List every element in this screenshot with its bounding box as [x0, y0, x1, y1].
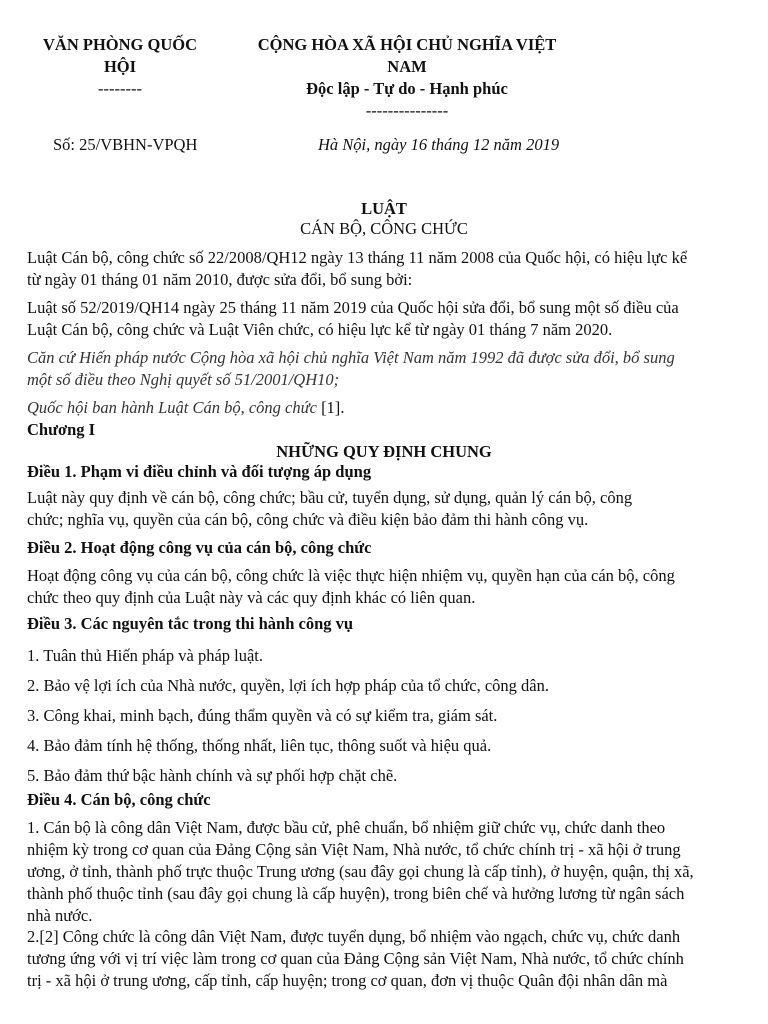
article-heading: Điều 4. Cán bộ, công chức — [27, 790, 211, 809]
motto: Độc lập - Tự do - Hạnh phúc — [306, 79, 508, 98]
document-title — [0, 199, 768, 239]
list-item: 5. Bảo đảm thứ bậc hành chính và sự phối hợp chặt chẽ. — [27, 766, 398, 785]
footnote-ref[interactable]: [1] — [321, 398, 341, 417]
text-line: thành phố thuộc tỉnh (sau đây gọi chung là cấp huyện), trong biên chế và hưởng lương từ ngân sách — [27, 884, 685, 903]
title-name: CÁN BỘ, CÔNG CHỨC — [300, 219, 468, 238]
article-body — [27, 487, 632, 531]
text-line: Căn cứ Hiến pháp nước Cộng hòa xã hội chủ nghĩa Việt Nam năm 1992 đã được sửa đổi, bổ sung — [27, 348, 675, 367]
motto-rule: --------------- — [365, 101, 449, 120]
text-line: nhà nước. — [27, 906, 93, 925]
text-line: chức; nghĩa vụ, quyền của cán bộ, công chức và điều kiện bảo đảm thi hành công vụ. — [27, 510, 589, 529]
national-header — [237, 34, 577, 122]
title-type: LUẬT — [361, 199, 407, 218]
legal-basis — [27, 347, 675, 391]
enactment — [27, 397, 344, 419]
list-item: 2. Bảo vệ lợi ích của Nhà nước, quyền, lợi ích hợp pháp của tổ chức, công dân. — [27, 676, 549, 695]
text-line: Luật số 52/2019/QH14 ngày 25 tháng 11 năm 2019 của Quốc hội sửa đổi, bổ sung một số điều của — [27, 298, 679, 317]
article-body — [27, 926, 684, 992]
article-heading: Điều 3. Các nguyên tắc trong thi hành công vụ — [27, 614, 354, 633]
text-line: chức theo quy định của Luật này và các quy định khác có liên quan. — [27, 588, 476, 607]
issuing-agency — [40, 34, 200, 100]
text-line: 2.[2] Công chức là công dân Việt Nam, được tuyển dụng, bổ nhiệm vào ngạch, chức vụ, chức danh — [27, 927, 681, 946]
agency-rule: -------- — [98, 79, 142, 98]
enact-text: Quốc hội ban hành Luật Cán bộ, công chức — [27, 398, 322, 417]
article-heading: Điều 1. Phạm vi điều chỉnh và đối tượng áp dụng — [27, 462, 372, 481]
article-body — [27, 817, 694, 927]
nation-line: NAM — [387, 57, 427, 76]
agency-line: HỘI — [103, 57, 137, 76]
text-line: từ ngày 01 tháng 01 năm 2010, được sửa đổi, bổ sung bởi: — [27, 270, 413, 289]
text-line: Luật Cán bộ, công chức và Luật Viên chức, có hiệu lực kể từ ngày 01 tháng 7 năm 2020. — [27, 320, 613, 339]
chapter-label: Chương I — [27, 420, 96, 439]
enact-end: . — [340, 398, 345, 417]
agency-line: VĂN PHÒNG QUỐC — [43, 35, 197, 54]
intro-paragraph — [27, 247, 687, 291]
nation-line: CỘNG HÒA XÃ HỘI CHỦ NGHĨA VIỆT — [257, 35, 557, 54]
text-line: một số điều theo Nghị quyết số 51/2001/QH10; — [27, 370, 340, 389]
list-item: 4. Bảo đảm tính hệ thống, thống nhất, liên tục, thông suốt và hiệu quả. — [27, 736, 492, 755]
text-line: nhiệm kỳ trong cơ quan của Đảng Cộng sản Việt Nam, Nhà nước, tổ chức chính trị - xã hội ở trung — [27, 840, 681, 859]
principle-list — [27, 641, 549, 791]
text-line: ương, ở tỉnh, thành phố trực thuộc Trung ương (sau đây gọi chung là cấp tỉnh), ở huyện, quận, thị xã, — [27, 862, 694, 881]
chapter-title: NHỮNG QUY ĐỊNH CHUNG — [276, 442, 492, 461]
text-line: Hoạt động công vụ của cán bộ, công chức là việc thực hiện nhiệm vụ, quyền hạn của cán bộ, công — [27, 566, 675, 585]
article-heading: Điều 2. Hoạt động công vụ của cán bộ, công chức — [27, 538, 372, 557]
document-date: Hà Nội, ngày 16 tháng 12 năm 2019 — [318, 135, 560, 154]
amendment-paragraph — [27, 297, 679, 341]
text-line: Luật này quy định về cán bộ, công chức; bầu cử, tuyển dụng, sử dụng, quản lý cán bộ, công — [27, 488, 633, 507]
text-line: Luật Cán bộ, công chức số 22/2008/QH12 ngày 13 tháng 11 năm 2008 của Quốc hội, có hiệu lực kể — [27, 248, 688, 267]
text-line: 1. Cán bộ là công dân Việt Nam, được bầu cử, phê chuẩn, bổ nhiệm giữ chức vụ, chức danh theo — [27, 818, 666, 837]
text-line: tương ứng với vị trí việc làm trong cơ quan của Đảng Cộng sản Việt Nam, Nhà nước, tổ chức chính — [27, 949, 684, 968]
article-body — [27, 565, 675, 609]
text-line: trị - xã hội ở trung ương, cấp tỉnh, cấp huyện; trong cơ quan, đơn vị thuộc Quân đội nhân dân mà — [27, 971, 668, 990]
document-number: Số: 25/VBHN-VPQH — [53, 135, 198, 154]
list-item: 3. Công khai, minh bạch, đúng thẩm quyền và có sự kiểm tra, giám sát. — [27, 706, 498, 725]
list-item: 1. Tuân thủ Hiến pháp và pháp luật. — [27, 646, 264, 665]
